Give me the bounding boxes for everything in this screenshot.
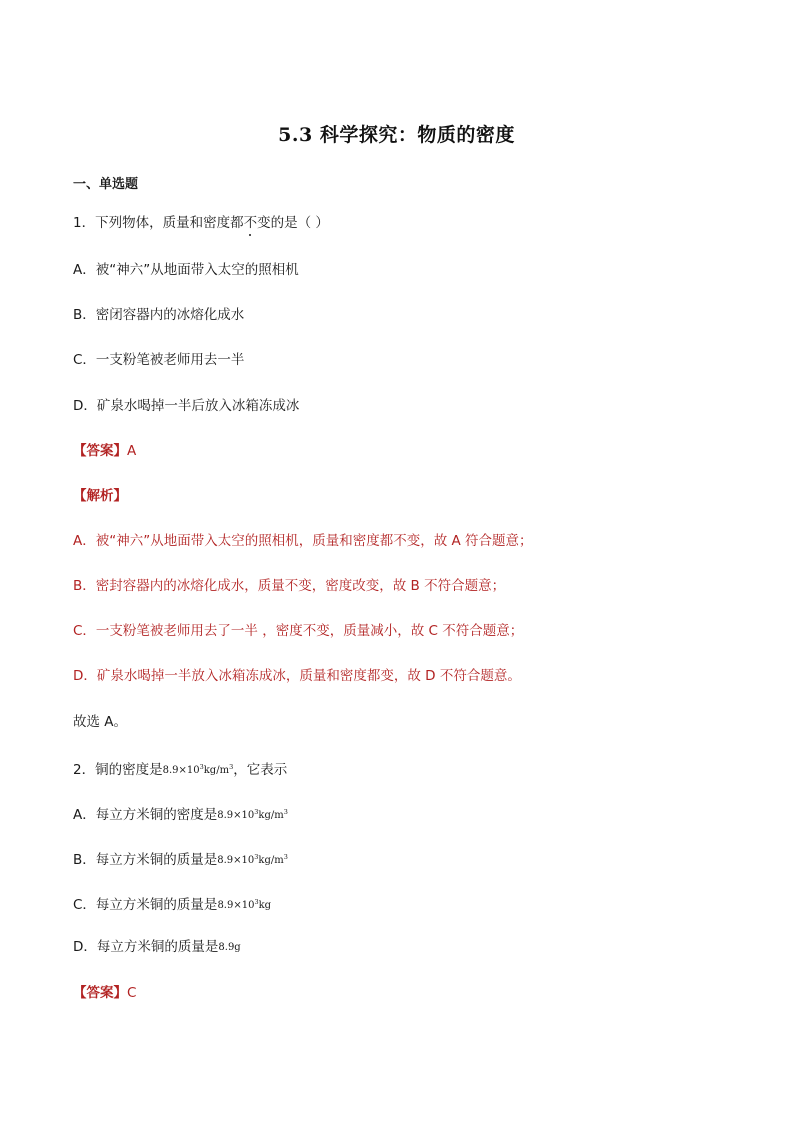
option-text: C．每立方米铜的质量是 (73, 897, 218, 913)
formula-unit: kg/m (258, 855, 284, 866)
question-2-option-a (73, 803, 288, 825)
question-2-option-b (73, 848, 288, 870)
formula-unit: kg/m (203, 765, 230, 776)
option-formula (217, 855, 288, 866)
formula-unit: kg/m (258, 810, 284, 821)
question-1-stem-start: 1．下列物体，质量和密度都 (73, 215, 244, 231)
analysis-line-c: C．一支粉笔被老师用去了一半 ，密度不变，质量减小，故 C 不符合题意； (73, 623, 524, 639)
analysis-line-a: A．被“神六”从地面带入太空的照相机，质量和密度都不变，故 A 符合题意； (73, 533, 533, 549)
answer-value: A (127, 443, 137, 459)
formula-exponent: 3 (254, 898, 259, 906)
page-title: 5.3 科学探究：物质的密度 (278, 124, 515, 146)
formula-unit-exponent: 3 (229, 763, 234, 771)
analysis-line-d: D．矿泉水喝掉一半放入冰箱冻成冰，质量和密度都变，故 D 不符合题意。 (73, 668, 521, 684)
option-formula (217, 810, 288, 821)
question-2-answer (73, 984, 136, 1002)
answer-value: C (127, 985, 137, 1001)
question-2-stem-text: 2．铜的密度是 (73, 762, 163, 778)
emphasis-dot-char: 不 (243, 215, 258, 231)
section-heading: 一、单选题 (73, 177, 139, 192)
question-1-option-b: B．密闭容器内的冰熔化成水 (73, 307, 245, 323)
question-2-stem-tail: ，它表示 (233, 762, 288, 778)
question-1-stem (73, 214, 329, 232)
answer-label: 【答案】 (73, 985, 127, 1001)
density-formula (163, 765, 234, 776)
question-2-stem (73, 758, 287, 780)
option-text: B．每立方米铜的质量是 (73, 852, 218, 868)
option-formula (217, 900, 271, 911)
formula-base: 8.9×10 (162, 765, 200, 776)
formula-exponent: 3 (254, 808, 259, 816)
question-2-option-c (73, 893, 271, 915)
question-1-option-a: A．被“神六”从地面带入太空的照相机 (73, 262, 299, 278)
question-1-option-c: C．一支粉笔被老师用去一半 (73, 352, 245, 368)
option-formula (218, 942, 240, 953)
formula-unit: kg (258, 900, 272, 911)
question-1-option-d: D．矿泉水喝掉一半后放入冰箱冻成冰 (73, 398, 300, 414)
question-1-answer (73, 442, 136, 460)
formula-unit-exponent: 3 (283, 808, 288, 816)
question-2-option-d (73, 938, 241, 957)
formula-base: 8.9×10 (217, 810, 255, 821)
formula-base: 8.9×10 (217, 855, 255, 866)
formula-base: 8.9×10 (217, 900, 255, 911)
option-text: D．每立方米铜的质量是 (73, 939, 219, 955)
option-text: A．每立方米铜的密度是 (73, 807, 218, 823)
analysis-line-b: B．密封容器内的冰熔化成水，质量不变，密度改变，故 B 不符合题意； (73, 578, 506, 594)
formula-base: 8.9g (218, 942, 241, 953)
question-1-analysis-label: 【解析】 (73, 488, 127, 504)
formula-exponent: 3 (199, 763, 204, 771)
formula-unit-exponent: 3 (283, 853, 288, 861)
answer-label: 【答案】 (73, 443, 127, 459)
question-1-conclusion: 故选 A。 (73, 714, 128, 730)
formula-exponent: 3 (254, 853, 259, 861)
question-1-stem-end: 变的是（ ） (257, 215, 329, 231)
